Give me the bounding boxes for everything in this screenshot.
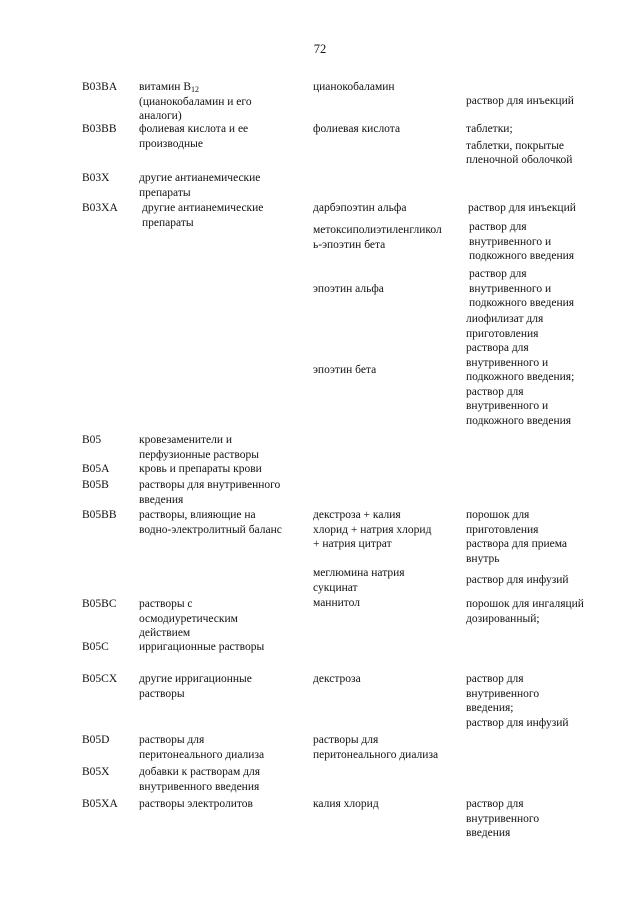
substance-name: эпоэтин бета [313,364,377,376]
atc-code: B05X [82,766,110,778]
substance-name: меглюмина натрия сукцинат [313,567,405,594]
atc-code: B03X [82,172,110,184]
dosage-form: раствор для внутривенного введения [466,798,540,839]
page-number: 72 [313,42,327,56]
group-name: фолиевая кислота и ее производные [139,123,249,150]
group-name: растворы с осмодиуретическим действием [139,598,238,639]
dosage-form: раствор для внутривенного и подкожного введения [469,268,575,309]
group-name: ирригационные растворы [139,641,265,653]
dosage-form: раствор для внутривенного и подкожного введения [469,221,575,262]
dosage-form: порошок для ингаляций дозированный; [466,598,584,625]
group-name: другие антианемические препараты [139,172,261,199]
atc-code: B03BB [82,123,117,135]
atc-code: B05XA [82,798,118,810]
atc-code: B05CX [82,673,118,685]
dosage-form: раствор для внутривенного введения; раствор для инфузий [466,673,569,729]
atc-code: B05D [82,734,110,746]
substance-name: метоксиполиэтиленгликол ь-эпоэтин бета [313,224,442,251]
substance-name: цианокобаламин [313,81,395,93]
group-name: добавки к растворам для внутривенного введения [139,766,261,793]
dosage-form: лиофилизат для приготовления раствора для внутривенного и подкожного введения; раствор для внутривенного и подкожного введения [466,313,575,427]
atc-code: B05A [82,463,110,475]
atc-code: B05BB [82,509,117,521]
dosage-form: раствор для инъекций [468,202,576,214]
substance-name: маннитол [313,597,360,609]
dosage-form: таблетки; таблетки, покрытые пленочной оболочкой [466,123,573,166]
dosage-form: порошок для приготовления раствора для приема внутрь [466,509,568,565]
substance-name: декстроза [313,673,361,685]
group-name: растворы для внутривенного введения [139,479,281,506]
atc-code: B05B [82,479,109,491]
substance-name: декстроза + калия хлорид + натрия хлорид + натрия цитрат [313,509,432,550]
substance-name: дарбэпоэтин альфа [313,202,407,214]
atc-code: B03BA [82,81,118,93]
group-name: другие ирригационные растворы [139,673,252,700]
dosage-form: раствор для инъекций [466,95,574,107]
atc-code: B05 [82,434,102,446]
group-name: растворы электролитов [139,798,253,810]
substance-name: калия хлорид [313,798,379,810]
group-name: другие антианемические препараты [142,202,264,229]
substance-name: растворы для перитонеального диализа [313,734,439,761]
group-name: витамин $B_{12}$ (цианокобаламин и его аналоги) [139,81,252,122]
atc-code: B05BC [82,598,117,610]
atc-code: B05C [82,641,109,653]
substance-name: эпоэтин альфа [313,283,384,295]
dosage-form: раствор для инфузий [466,574,569,586]
group-name: растворы для перитонеального диализа [139,734,265,761]
group-name: кровезаменители и перфузионные растворы [139,434,259,461]
substance-name: фолиевая кислота [313,123,401,135]
group-name: растворы, влияющие на водно-электролитный баланс [139,509,282,536]
atc-code: B03XA [82,202,118,214]
group-name: кровь и препараты крови [139,463,262,475]
